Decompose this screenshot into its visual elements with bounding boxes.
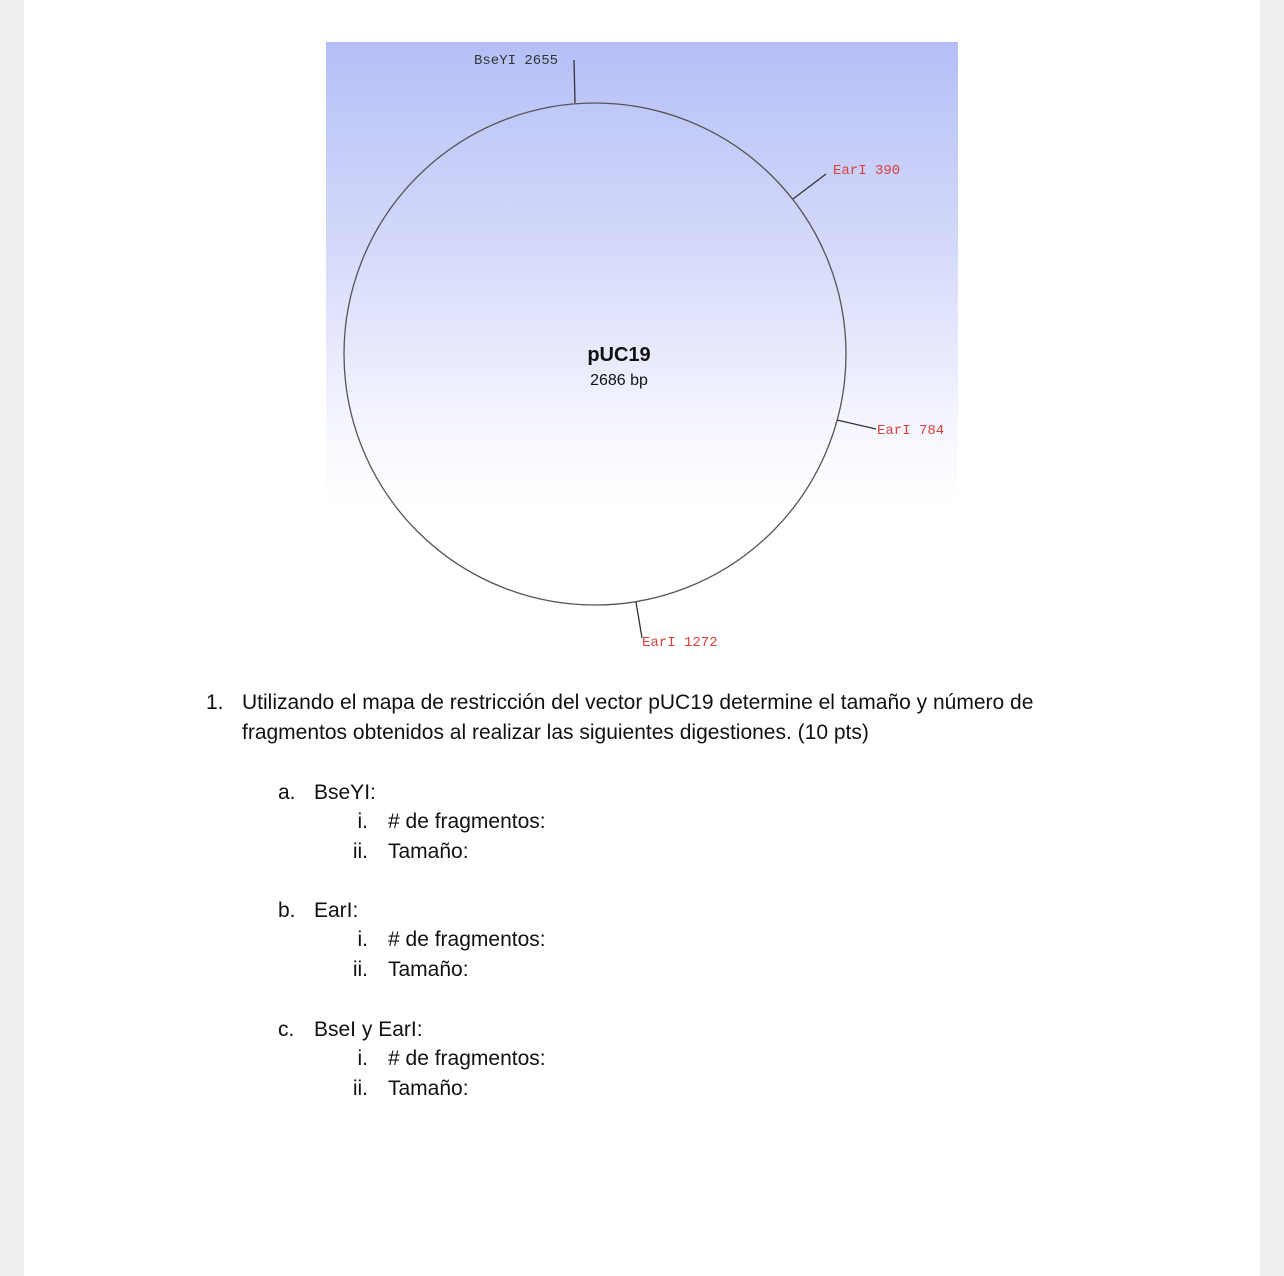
question-1 (206, 688, 1126, 748)
site-label-eari-390: EarI 390 (833, 163, 901, 179)
plasmid-size: 2686 bp (590, 372, 648, 389)
item-roman: i. (357, 928, 368, 951)
item-roman: ii. (352, 840, 368, 863)
site-tick-eari-784 (837, 420, 876, 429)
item-roman: i. (357, 1047, 368, 1070)
subquestion-title: BseI y EarI: (314, 1018, 423, 1041)
item-text: # de fragmentos: (388, 810, 546, 833)
site-label-eari-784: EarI 784 (877, 423, 945, 439)
site-tick-eari-390 (793, 174, 826, 199)
item-roman: ii. (352, 958, 368, 981)
question-text: Utilizando el mapa de restricción del vector pUC19 determine el tamaño y número de fragmentos obtenidos al realizar las siguientes digestiones. (10 pts) (242, 691, 1034, 744)
item-text: Tamaño: (388, 840, 469, 863)
site-label-eari-1272: EarI 1272 (642, 635, 718, 651)
subquestion-letter: c. (278, 1018, 295, 1041)
item-text: # de fragmentos: (388, 1047, 546, 1070)
plasmid-name: pUC19 (587, 344, 651, 366)
subquestion-title: BseYI: (314, 781, 376, 804)
document-page (24, 0, 1260, 1276)
site-tick-bseyi-2655 (574, 60, 575, 103)
plasmid-map (326, 42, 958, 660)
item-text: Tamaño: (388, 1077, 469, 1100)
site-label-bseyi-2655: BseYI 2655 (474, 53, 559, 69)
restriction-map-panel (326, 42, 958, 660)
subquestion-title: EarI: (314, 899, 359, 922)
question-number: 1. (206, 691, 224, 714)
item-roman: ii. (352, 1077, 368, 1100)
item-text: # de fragmentos: (388, 928, 546, 951)
subquestion-letter: b. (278, 899, 296, 922)
site-tick-eari-1272 (636, 602, 642, 638)
subquestion-letter: a. (278, 781, 296, 804)
item-text: Tamaño: (388, 958, 469, 981)
item-roman: i. (357, 810, 368, 833)
